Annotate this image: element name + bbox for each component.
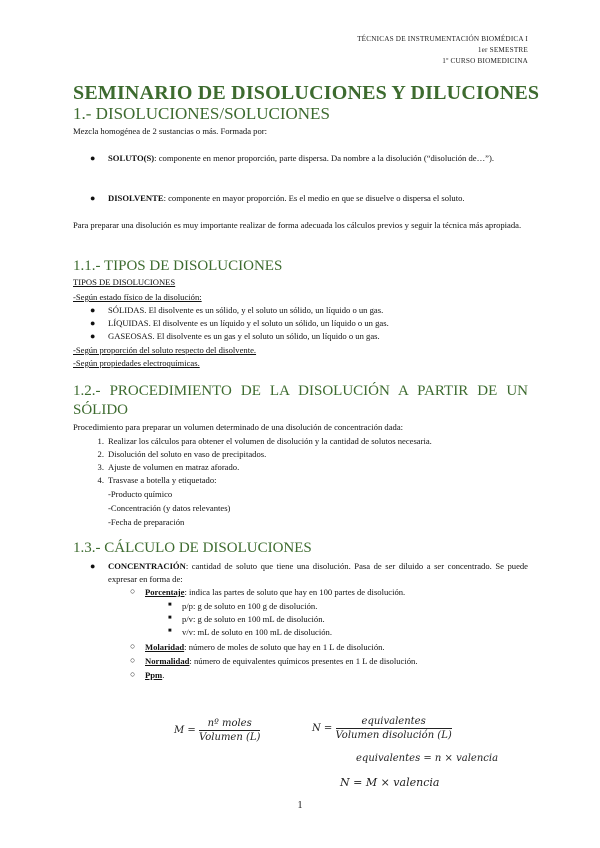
section-1-intro: Mezcla homogénea de 2 sustancias o más. Formada por: xyxy=(73,126,268,136)
bullet-icon: ● xyxy=(90,193,96,203)
bullet-icon: ● xyxy=(90,305,96,315)
page-header xyxy=(357,34,528,67)
header-course: TÉCNICAS DE INSTRUMENTACIÓN BIOMÉDICA I xyxy=(357,35,528,43)
procedimiento-intro: Procedimiento para preparar un volumen determinado de una disolución de concentración dada: xyxy=(73,422,404,432)
section-1-1-heading: 1.1.- TIPOS DE DISOLUCIONES xyxy=(73,258,283,274)
tipos-subtitle: TIPOS DE DISOLUCIONES xyxy=(73,277,176,287)
page-number: 1 xyxy=(297,800,303,811)
section-1-2-heading: 1.2.- PROCEDIMIENTO DE LA DISOLUCIÓN A PARTIR DE UN SÓLIDO xyxy=(73,383,528,418)
document-title: SEMINARIO DE DISOLUCIONES Y DILUCIONES xyxy=(73,82,540,104)
section-1-paragraph: Para preparar una disolución es muy importante realizar de forma adecuada los cálculos previos y seguir la técnica más apropiada. xyxy=(73,220,522,230)
square-bullet-icon: ■ xyxy=(168,602,172,608)
document-page: TÉCNICAS DE INSTRUMENTACIÓN BIOMÉDICA I 1er SEMESTRE 1º CURSO BIOMEDICINA SEMINARIO DE DISOLUCIONES Y DILUCIONES 1.- DISOLUCIONES/SOLUCIONES Mezcla homogénea de 2 sustancias o más. Formada por: ● SOLUTO(S): componente en menor proporción, parte dispersa. Da nombre a la disolución (“disolución de…”). ● DISOLVENTE: componente en mayor proporción. Es el medio en que se disuelve o dispersa el soluto. Para preparar una disolución es muy importante realizar de forma adecuada los cálculos previos y seguir la técnica más apropiada. 1.1.- TIPOS DE DISOLUCIONES TIPOS DE DISOLUCIONES -Según estado físico de la disolución: ● SÓLIDAS. El disolvente es un sólido, y el soluto un sólido, un líquido o un gas. ● LÍQUIDAS. El disolvente es un líquido y el soluto un sólido, un líquido o un gas. ● GASEOSAS. El disolvente es un gas y el soluto un sólido, un líquido o un gas. -Según proporción del soluto respecto del disolvente. -Según propiedades electroquímicas. 1.2.- PROCEDIMIENTO DE LA DISOLUCIÓN A PARTIR DE UN SÓLIDO Procedimiento para preparar un volumen determinado de una disolución de concentración dada: 1. Realizar los cálculos para obtener el volumen de disolución y la cantidad de solutos necesaria. 2. Disolución del soluto en vaso de precipitados. 3. Ajuste de volumen en matraz aforado. 4. Trasvase a botella y etiquetado: -Producto químico -Concentración (y datos relevantes) -Fecha de preparación 1.3.- CÁLCULO DE DISOLUCIONES ● CONCENTRACIÓN: cantidad de soluto que tiene una disolución. Pasa de ser diluido a ser concentrado. Se puede expresar en forma de: ○ Porcentaje: indica las partes de soluto que hay en 100 partes de disolución. ■ p/p: g de soluto en 100 g de disolución. ■ p/v: g de soluto en 100 mL de disolución. ■ v/v: mL de soluto en 100 mL de disolución. ○ Molaridad: número de moles de soluto que hay en 1 L de disolución. ○ Normalidad: número de equivalentes químicos presentes en 1 L de disolución. ○ Ppm. M = $\frac{\text{nº moles}}{\text{Volumen (L)}}$ N = $\frac{\text{equivalentes}}{\text{Volumen disolución (L)}}$ equivalentes = n × valencia N = M × valencia 1 xyxy=(0,0,600,848)
normalidad-item: Normalidad: número de equivalentes químicos presentes en 1 L de disolución. xyxy=(145,656,418,666)
disolvente-term: DISOLVENTE xyxy=(108,193,164,203)
label-fecha: -Fecha de preparación xyxy=(108,517,185,527)
estado-fisico-label: -Según estado físico de la disolución: xyxy=(73,292,202,302)
header-semester: 1er SEMESTRE xyxy=(477,46,528,54)
proporcion-label: -Según proporción del soluto respecto del disolvente. xyxy=(73,345,257,355)
molaridad-term: Molaridad xyxy=(145,642,185,652)
circle-bullet-icon: ○ xyxy=(130,655,136,665)
normalidad-term: Normalidad xyxy=(145,656,190,666)
formula-equivalentes: equivalentes = n × valencia xyxy=(356,753,499,764)
formula-molaridad: M = $\frac{\text{nº moles}}{\text{Volumen (L)}}$ xyxy=(174,718,261,743)
bullet-icon: ● xyxy=(90,331,96,341)
label-concentracion: -Concentración (y datos relevantes) xyxy=(108,503,231,513)
propiedades-label: -Según propiedades electroquímicas. xyxy=(73,358,200,368)
section-1-heading: 1.- DISOLUCIONES/SOLUCIONES xyxy=(73,104,330,123)
label-producto: -Producto químico xyxy=(108,489,173,499)
circle-bullet-icon: ○ xyxy=(130,586,136,596)
header-year: 1º CURSO BIOMEDICINA xyxy=(442,57,528,65)
porcentaje-item: Porcentaje: indica las partes de soluto que hay en 100 partes de disolución. xyxy=(145,587,406,597)
formula-n-m: N = M × valencia xyxy=(340,776,440,789)
molaridad-item: Molaridad: número de moles de soluto que hay en 1 L de disolución. xyxy=(145,642,385,652)
percent-vv: v/v: mL de soluto en 100 mL de disolución. xyxy=(182,627,332,637)
circle-bullet-icon: ○ xyxy=(130,641,136,651)
soluto-definition: : componente en menor proporción, parte dispersa. Da nombre a la disolución (“disolución de…”). xyxy=(154,153,494,163)
concentracion-term: CONCENTRACIÓN xyxy=(108,561,186,571)
percent-pp: p/p: g de soluto en 100 g de disolución. xyxy=(182,601,318,611)
concentracion-definition: : cantidad de soluto que tiene una disolución. Pasa de ser diluido a ser concentrado. Se puede expresar en forma de: xyxy=(108,561,528,584)
bullet-icon: ● xyxy=(90,153,96,163)
circle-bullet-icon: ○ xyxy=(130,669,136,679)
section-1-3-heading: 1.3.- CÁLCULO DE DISOLUCIONES xyxy=(73,540,312,556)
bullet-icon: ● xyxy=(90,318,96,328)
percent-pv: p/v: g de soluto en 100 mL de disolución. xyxy=(182,614,325,624)
ppm-item: Ppm. xyxy=(145,670,165,680)
soluto-term: SOLUTO(S) xyxy=(108,153,155,163)
disolvente-definition: : componente en mayor proporción. Es el medio en que se disuelve o dispersa el soluto. xyxy=(163,193,465,203)
porcentaje-term: Porcentaje xyxy=(145,587,185,597)
formula-normalidad: N = $\frac{\text{equivalentes}}{\text{Volumen disolución (L)}}$ xyxy=(312,716,452,741)
square-bullet-icon: ■ xyxy=(168,615,172,621)
ppm-term: Ppm xyxy=(145,670,163,680)
bullet-icon: ● xyxy=(90,561,96,571)
square-bullet-icon: ■ xyxy=(168,628,172,634)
